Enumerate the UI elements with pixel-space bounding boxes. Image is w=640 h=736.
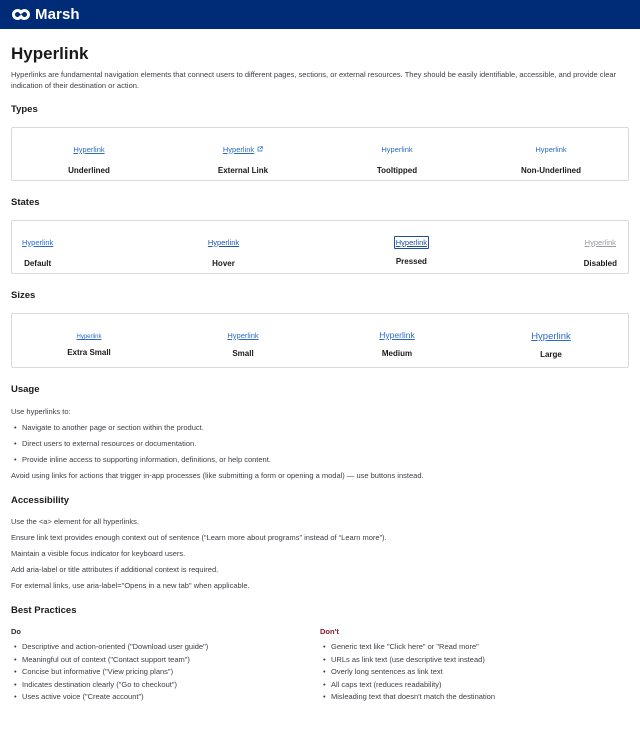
size-extra-small	[12, 314, 166, 367]
accessibility-line: Maintain a visible focus indicator for keyboard users.	[11, 549, 186, 558]
list-item: • Descriptive and action-oriented ("Download user guide")	[11, 641, 320, 654]
sizes-panel	[11, 313, 629, 368]
size-caption: Large	[540, 350, 562, 359]
list-item: • Navigate to another page or section within the product.	[11, 422, 629, 433]
hyperlink-pressed[interactable]: Hyperlink	[395, 238, 428, 247]
list-item: • Provide inline access to supporting information, definitions, or help content.	[11, 454, 629, 465]
hyperlink-external-label: Hyperlink	[222, 145, 255, 154]
state-caption: Disabled	[583, 259, 617, 268]
types-panel	[11, 127, 629, 181]
hyperlink-large[interactable]: Hyperlink	[531, 331, 571, 342]
hyperlink-extra-small[interactable]: Hyperlink	[76, 334, 102, 340]
type-underlined	[12, 128, 166, 180]
size-caption: Extra Small	[67, 348, 111, 357]
type-tooltipped	[320, 128, 474, 180]
hyperlink-non-underlined[interactable]: Hyperlink	[535, 145, 567, 154]
list-item: • URLs as link text (use descriptive text instead)	[320, 654, 629, 667]
list-item: • Concise but informative ("View pricing plans")	[11, 666, 320, 679]
states-heading: States	[11, 197, 40, 208]
usage-note: Avoid using links for actions that trigger in-app processes (like submitting a form or opening a modal) — use buttons instead.	[11, 471, 424, 480]
type-caption: Tooltipped	[376, 166, 418, 175]
size-small	[166, 314, 320, 367]
hyperlink-external[interactable]	[223, 145, 263, 154]
do-label: Do	[11, 627, 21, 636]
do-list	[11, 641, 320, 704]
brand-name: Marsh	[35, 6, 80, 23]
accessibility-line: Ensure link text provides enough context out of sentence (“Learn more about programs” instead of “Learn more”).	[11, 533, 387, 542]
state-default	[22, 232, 53, 273]
best-practices-heading: Best Practices	[11, 605, 77, 616]
accessibility-line: For external links, use aria-label="Opens in a new tab" when applicable.	[11, 581, 250, 590]
size-caption: Small	[232, 349, 254, 358]
list-item: • Direct users to external resources or documentation.	[11, 438, 629, 449]
brand-logo[interactable]	[11, 6, 80, 23]
top-bar	[0, 0, 640, 29]
size-large	[474, 314, 628, 367]
hyperlink-small[interactable]: Hyperlink	[227, 331, 259, 340]
do-column	[11, 626, 320, 704]
hyperlink-disabled: Hyperlink	[584, 238, 616, 247]
type-caption: Non-Underlined	[521, 166, 581, 175]
state-pressed	[394, 232, 429, 273]
type-external-link	[166, 128, 320, 180]
types-heading: Types	[11, 104, 38, 115]
page-title: Hyperlink	[11, 44, 89, 63]
states-panel	[11, 220, 629, 274]
hyperlink-default[interactable]: Hyperlink	[22, 238, 54, 247]
main-content	[0, 44, 640, 704]
state-caption: Default	[24, 259, 52, 268]
hyperlink-hover[interactable]: Hyperlink	[207, 238, 240, 247]
dont-column	[320, 626, 629, 704]
best-practices-columns	[11, 626, 629, 704]
hyperlink-tooltipped[interactable]: Hyperlink	[381, 145, 413, 154]
marsh-logo-icon	[11, 8, 31, 21]
size-caption: Medium	[381, 349, 413, 358]
hyperlink-underlined[interactable]: Hyperlink	[73, 145, 105, 154]
list-item: • Uses active voice ("Create account")	[11, 691, 320, 704]
intro-text: Hyperlinks are fundamental navigation elements that connect users to different pages, sections, or external resources. They should be easily identifiable, accessible, and provide clear indication of their destination or action.	[11, 70, 617, 90]
list-item: • Overly long sentences as link text	[320, 666, 629, 679]
type-non-underlined	[474, 128, 628, 180]
state-disabled	[584, 232, 617, 273]
external-link-icon	[257, 146, 263, 152]
state-caption: Pressed	[395, 257, 427, 266]
state-caption: Hover	[212, 259, 235, 268]
list-item: • Meaningful out of context ("Contact support team")	[11, 654, 320, 667]
state-hover	[208, 232, 239, 273]
accessibility-line: Use the <a> element for all hyperlinks.	[11, 517, 139, 526]
list-item: • Misleading text that doesn't match the destination	[320, 691, 629, 704]
usage-heading: Usage	[11, 384, 40, 395]
accessibility-heading: Accessibility	[11, 495, 70, 506]
dont-list	[320, 641, 629, 704]
type-caption: External Link	[217, 166, 269, 175]
size-medium	[320, 314, 474, 367]
sizes-heading: Sizes	[11, 290, 36, 301]
usage-list	[11, 422, 629, 465]
list-item: • Generic text like "Click here" or "Read more"	[320, 641, 629, 654]
usage-lead: Use hyperlinks to:	[11, 407, 71, 416]
dont-label: Don't	[320, 627, 339, 636]
hyperlink-medium[interactable]: Hyperlink	[379, 330, 415, 340]
list-item: • All caps text (reduces readability)	[320, 679, 629, 692]
list-item: • Indicates destination clearly ("Go to checkout")	[11, 679, 320, 692]
type-caption: Underlined	[68, 166, 110, 175]
accessibility-line: Add aria-label or title attributes if additional context is required.	[11, 565, 219, 574]
